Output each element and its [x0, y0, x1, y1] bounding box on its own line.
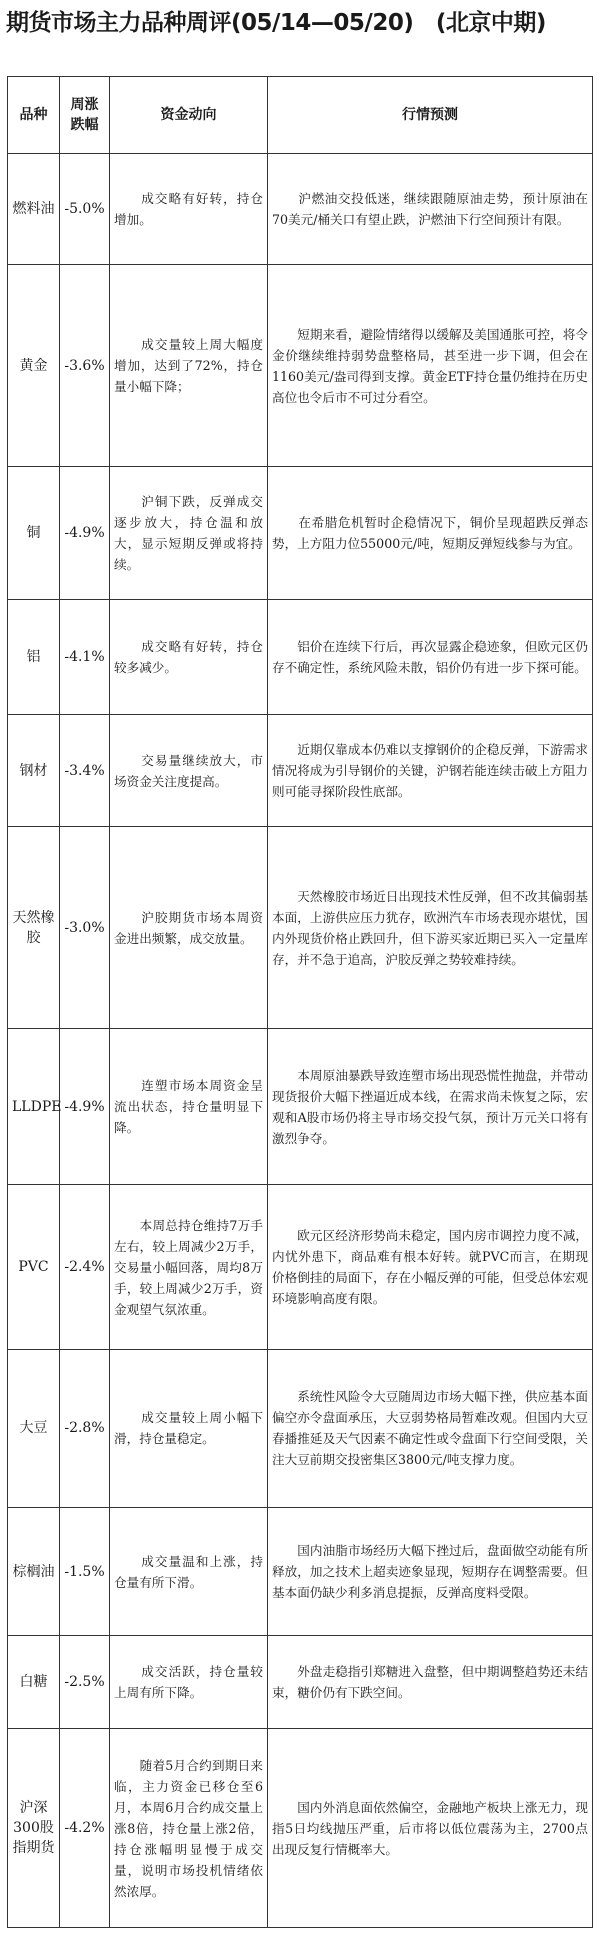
market-forecast: 国内油脂市场经历大幅下挫过后，盘面做空动能有所释放，加之技术上超卖迹象显现，短期存在调整需要。但基本面仍缺少利多消息提振，反弹高度料受限。 [268, 1507, 593, 1636]
table-row [8, 1507, 593, 1636]
fund-flow: 本周总持仓维持7万手左右，较上周减少2万手，交易量小幅回落，周均8万手，较上周减少2万手，资金观望气氛浓重。 [110, 1185, 268, 1349]
weekly-change: -1.5% [60, 1507, 110, 1636]
header-name: 品种 [8, 77, 60, 154]
fund-flow: 随着5月合约到期日来临，主力资金已移仓至6月，本周6月合约成交量上涨8倍，持仓量上涨2倍，持仓涨幅明显慢于成交量，说明市场投机情绪依然浓厚。 [110, 1729, 268, 1928]
weekly-change: -4.9% [60, 467, 110, 600]
weekly-change: -2.5% [60, 1636, 110, 1729]
commodity-name: 天然橡胶 [8, 827, 60, 1029]
market-forecast: 在希腊危机暂时企稳情况下，铜价呈现超跌反弹态势，上方阻力位55000元/吨，短期反弹短线参与为宜。 [268, 467, 593, 600]
table-row [8, 827, 593, 1029]
weekly-change: -5.0% [60, 153, 110, 264]
commodity-name: 燃料油 [8, 153, 60, 264]
header-flow: 资金动向 [110, 77, 268, 154]
commodity-name: 大豆 [8, 1349, 60, 1507]
table-row [8, 467, 593, 600]
commodity-name: 铜 [8, 467, 60, 600]
fund-flow: 成交略有好转，持仓增加。 [110, 153, 268, 264]
market-forecast: 外盘走稳指引郑糖进入盘整，但中期调整趋势还未结束，糖价仍有下跌空间。 [268, 1636, 593, 1729]
table-row [8, 1349, 593, 1507]
fund-flow: 成交量较上周大幅度增加，达到了72%，持仓量小幅下降； [110, 265, 268, 467]
commodity-name: PVC [8, 1185, 60, 1349]
header-forecast: 行情预测 [268, 77, 593, 154]
weekly-review-table [7, 76, 593, 1928]
header-change: 周涨跌幅 [60, 77, 110, 154]
market-forecast: 沪燃油交投低迷，继续跟随原油走势，预计原油在70美元/桶关口有望止跌，沪燃油下行空间预计有限。 [268, 153, 593, 264]
table-row [8, 1729, 593, 1928]
market-forecast: 天然橡胶市场近日出现技术性反弹，但不改其偏弱基本面，上游供应压力犹存，欧洲汽车市场表现亦堪忧，国内外现货价格止跌回升，但下游买家近期已买入一定量库存，并不急于追高，沪胶反弹之势较难持续。 [268, 827, 593, 1029]
commodity-name: 沪深300股指期货 [8, 1729, 60, 1928]
table-row [8, 153, 593, 264]
table-row [8, 265, 593, 467]
weekly-change: -4.1% [60, 600, 110, 715]
fund-flow: 成交略有好转，持仓较多减少。 [110, 600, 268, 715]
market-forecast: 系统性风险令大豆随周边市场大幅下挫，供应基本面偏空亦令盘面承压，大豆弱势格局暂难改观。但国内大豆春播推延及天气因素不确定性或令盘面下行空间受限，关注大豆前期交投密集区3800元/吨支撑力度。 [268, 1349, 593, 1507]
market-forecast: 本周原油暴跌导致连塑市场出现恐慌性抛盘，并带动现货报价大幅下挫逼近成本线，在需求尚未恢复之际，宏观和A股市场仍将主导市场交投气氛，预计万元关口将有激烈争夺。 [268, 1029, 593, 1185]
market-forecast: 短期来看，避险情绪得以缓解及美国通胀可控，将令金价继续维持弱势盘整格局，甚至进一步下调，但会在1160美元/盎司得到支撑。黄金ETF持仓量仍维持在历史高位也令后市不可过分看空。 [268, 265, 593, 467]
market-forecast: 近期仅靠成本仍难以支撑钢价的企稳反弹，下游需求情况将成为引导钢价的关键，沪钢若能连续击破上方阻力则可能寻探阶段性底部。 [268, 715, 593, 827]
commodity-name: 棕榈油 [8, 1507, 60, 1636]
table-row [8, 600, 593, 715]
table-row [8, 1636, 593, 1729]
fund-flow: 成交活跃，持仓量较上周有所下降。 [110, 1636, 268, 1729]
commodity-name: 铝 [8, 600, 60, 715]
table-row [8, 1185, 593, 1349]
fund-flow: 连塑市场本周资金呈流出状态，持仓量明显下降。 [110, 1029, 268, 1185]
weekly-change: -2.4% [60, 1185, 110, 1349]
fund-flow: 成交量温和上涨，持仓量有所下滑。 [110, 1507, 268, 1636]
weekly-change: -3.0% [60, 827, 110, 1029]
fund-flow: 成交量较上周小幅下滑，持仓量稳定。 [110, 1349, 268, 1507]
commodity-name: 黄金 [8, 265, 60, 467]
fund-flow: 沪胶期货市场本周资金进出频繁，成交放量。 [110, 827, 268, 1029]
commodity-name: 白糖 [8, 1636, 60, 1729]
table-row [8, 715, 593, 827]
commodity-name: LLDPE [8, 1029, 60, 1185]
weekly-change: -3.4% [60, 715, 110, 827]
market-forecast: 国内外消息面依然偏空，金融地产板块上涨无力，现指5日均线抛压严重，后市将以低位震荡为主，2700点出现反复行情概率大。 [268, 1729, 593, 1928]
fund-flow: 沪铜下跌，反弹成交逐步放大，持仓温和放大，显示短期反弹或将持续。 [110, 467, 268, 600]
market-forecast: 铝价在连续下行后，再次显露企稳迹象，但欧元区仍存不确定性，系统风险未散，铝价仍有进一步下探可能。 [268, 600, 593, 715]
page-title: 期货市场主力品种周评(05/14—05/20) (北京中期) [6, 10, 546, 36]
weekly-change: -4.2% [60, 1729, 110, 1928]
weekly-change: -2.8% [60, 1349, 110, 1507]
weekly-change: -3.6% [60, 265, 110, 467]
weekly-change: -4.9% [60, 1029, 110, 1185]
table-row [8, 1029, 593, 1185]
commodity-name: 钢材 [8, 715, 60, 827]
fund-flow: 交易量继续放大，市场资金关注度提高。 [110, 715, 268, 827]
market-forecast: 欧元区经济形势尚未稳定，国内房市调控力度不减，内忧外患下，商品难有根本好转。就PVC而言，在期现价格倒挂的局面下，存在小幅反弹的可能，但受总体宏观环境影响高度有限。 [268, 1185, 593, 1349]
header-row [8, 77, 593, 154]
